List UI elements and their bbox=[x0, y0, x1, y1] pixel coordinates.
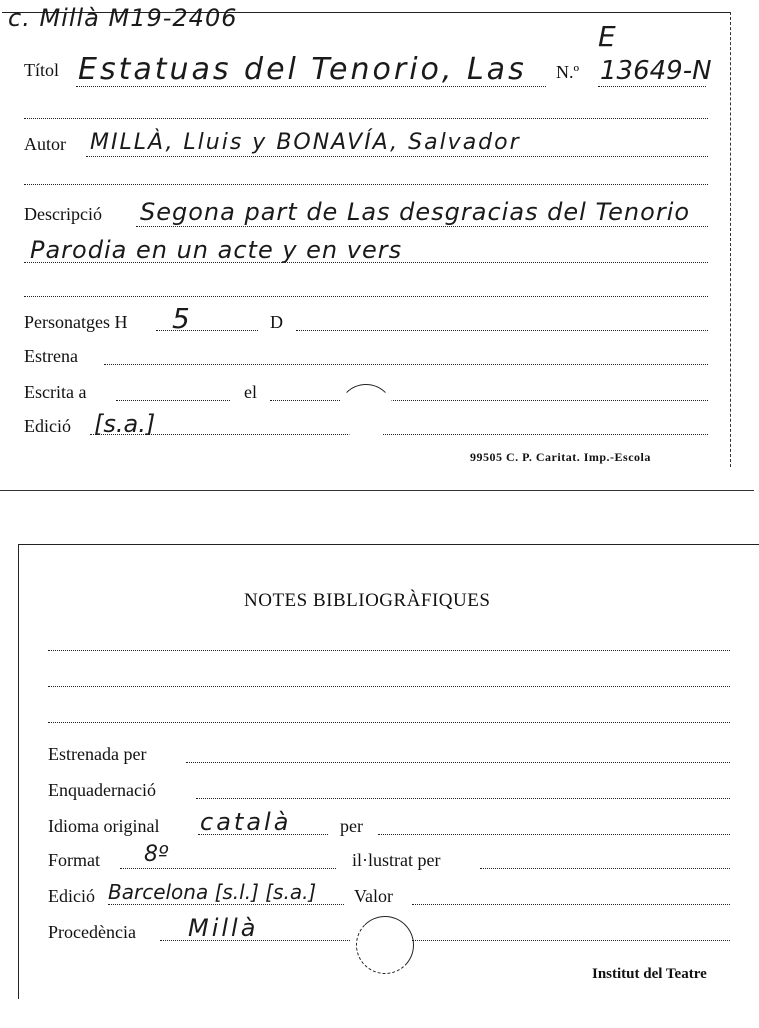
personatges-h-value: 5 bbox=[172, 302, 190, 335]
enquadernacio-label: Enquadernació bbox=[48, 780, 156, 800]
card2-left-border bbox=[18, 544, 19, 999]
descripcio-line2: Parodia en un acte y en vers bbox=[30, 236, 403, 264]
card-right-border bbox=[730, 12, 731, 467]
per-label: per bbox=[340, 816, 363, 836]
valor-line bbox=[412, 904, 730, 905]
edicio2-label: Edició bbox=[48, 886, 95, 906]
blank-line-3 bbox=[24, 296, 708, 297]
el-label: el bbox=[244, 382, 257, 402]
idioma-line bbox=[198, 834, 328, 835]
numero-line bbox=[598, 86, 706, 87]
punch-hole-mark-2 bbox=[356, 916, 414, 974]
edicio2-line bbox=[108, 904, 344, 905]
procedencia-value: Millà bbox=[188, 914, 259, 942]
descripcio-label: Descripció bbox=[24, 204, 102, 224]
idioma-value: català bbox=[200, 808, 292, 836]
edicio-label: Edició bbox=[24, 416, 71, 436]
personatges-d-line bbox=[296, 330, 708, 331]
format-label: Format bbox=[48, 850, 100, 870]
card2-top-border bbox=[18, 544, 759, 545]
edicio2-value: Barcelona [s.l.] [s.a.] bbox=[108, 880, 317, 904]
descripcio-line1: Segona part de Las desgracias del Tenorio bbox=[140, 198, 691, 226]
descripcio-line-2 bbox=[24, 262, 708, 263]
escrita-label: Escrita a bbox=[24, 382, 87, 402]
titol-value: Estatuas del Tenorio, Las bbox=[78, 52, 527, 87]
descripcio-line-1 bbox=[136, 226, 708, 227]
autor-value: MILLÀ, Lluis y BONAVÍA, Salvador bbox=[90, 130, 521, 155]
personatges-h-line bbox=[156, 330, 258, 331]
blank-line-2 bbox=[24, 184, 708, 185]
titol-label: Títol bbox=[24, 60, 59, 80]
per-line bbox=[378, 834, 730, 835]
notes-line-1 bbox=[48, 650, 730, 651]
procedencia-label: Procedència bbox=[48, 922, 136, 942]
notes-line-2 bbox=[48, 686, 730, 687]
idioma-label: Idioma original bbox=[48, 816, 160, 836]
valor-label: Valor bbox=[354, 886, 393, 906]
format-line bbox=[120, 868, 336, 869]
estrenada-label: Estrenada per bbox=[48, 744, 147, 764]
autor-line bbox=[86, 156, 708, 157]
personatges-d-label: D bbox=[270, 312, 283, 332]
illustrat-label: il·lustrat per bbox=[352, 850, 441, 870]
edicio-line bbox=[90, 434, 708, 435]
header-code: c. Millà M19-2406 bbox=[8, 4, 238, 32]
format-value: 8º bbox=[144, 842, 169, 867]
printer-footer: 99505 C. P. Caritat. Imp.-Escola bbox=[470, 450, 651, 464]
numero-label: N.º bbox=[556, 62, 580, 82]
el-line bbox=[270, 400, 708, 401]
notes-line-3 bbox=[48, 722, 730, 723]
card-bottom-border bbox=[0, 490, 754, 491]
titol-line bbox=[76, 86, 546, 87]
numero-value: 13649-N bbox=[600, 56, 712, 86]
estrena-line bbox=[104, 364, 708, 365]
illustrat-line bbox=[480, 868, 730, 869]
enquadernacio-line bbox=[196, 798, 730, 799]
personatges-label: Personatges H bbox=[24, 312, 128, 332]
blank-line-1 bbox=[24, 118, 708, 119]
corner-mark: E bbox=[598, 20, 616, 53]
edicio-value: [s.a.] bbox=[94, 410, 156, 438]
procedencia-line-2 bbox=[412, 940, 730, 941]
institution-name: Institut del Teatre bbox=[592, 966, 707, 982]
estrena-label: Estrena bbox=[24, 346, 78, 366]
autor-label: Autor bbox=[24, 134, 66, 154]
escrita-line bbox=[116, 400, 230, 401]
procedencia-line bbox=[160, 940, 350, 941]
punch-hole-mark bbox=[338, 384, 394, 440]
notes-heading: NOTES BIBLIOGRÀFIQUES bbox=[244, 590, 491, 611]
estrenada-line bbox=[186, 762, 730, 763]
